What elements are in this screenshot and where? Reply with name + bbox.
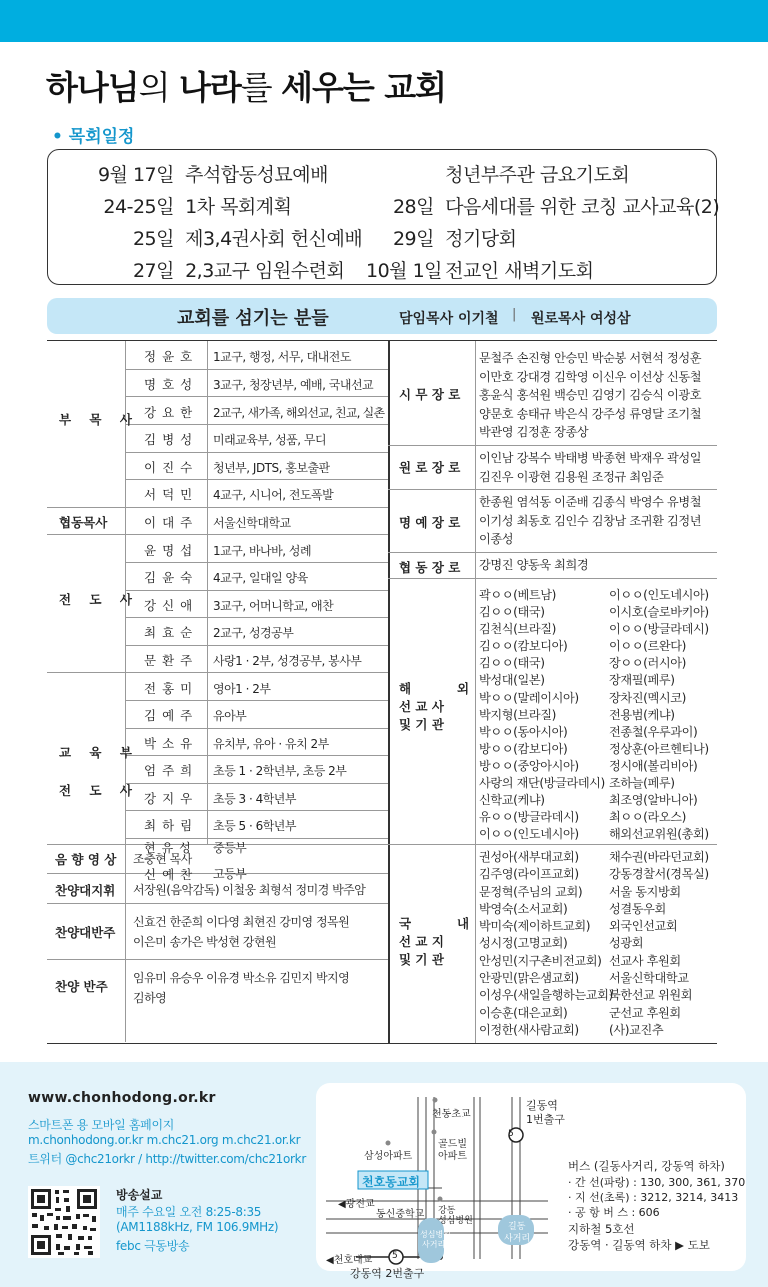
music-people: 이은미 송가은 박성현 강현원 [133, 935, 277, 949]
schedule-item: 24-25일 1차 목회계획 [103, 196, 292, 218]
map-label: 사거리 [504, 1234, 531, 1244]
website-link[interactable]: www.chonhodong.or.kr [28, 1090, 216, 1106]
music-label: 찬양대반주 [55, 925, 116, 940]
emeritus-pastor: 원로목사 여성삼 [531, 311, 631, 327]
bus-title: 버스 (길동사거리, 강동역 하차) [568, 1159, 725, 1173]
staff-name: 최하림 [144, 818, 199, 833]
overseas-list-right: 이ㅇㅇ(인도네시아) 이시호(슬로바키아) 이ㅇㅇ(방글라데시) 이ㅇㅇ(르완다) 장ㅇㅇ(러시아) 장재필(페루) 장차진(멕시코) 전용범(케냐) 전종철(우루과이) 정상훈(아르헨티나) 정시애(볼리비아) 조하늘(페루) 최조영(알바니아) 최ㅇㅇ(라오스) 해외선교위원(총회) [609, 588, 709, 842]
map-label: 1번출구 [526, 1113, 565, 1126]
bus-line: · 간 선(파랑) : 130, 300, 361, 370 [568, 1176, 746, 1189]
staff-duty: 사랑1 · 2부, 성경공부, 봉사부 [213, 654, 362, 668]
schedule-item: 29일 정기당회 [392, 228, 517, 250]
staff-duty: 3교구, 어머니학교, 애찬 [213, 599, 334, 613]
schedule-item: 28일 다음세대를 위한 코칭 교사교육(2) [392, 196, 720, 218]
schedule-item: 10월 1일 전교인 새벽기도회 [366, 260, 594, 282]
staff-name: 정윤호 [144, 349, 199, 364]
staff-name: 김윤숙 [144, 570, 199, 585]
coop-elder-list: 강명진 양동욱 최희경 [479, 558, 589, 572]
overseas-label-d: 및 기 관 [399, 717, 444, 732]
elder-list: 문철주 손진형 안승민 박순봉 서현석 정성훈 이만호 강대경 김학영 이신우 이선상 신동철 홍윤식 홍석원 백승민 김영기 김승식 이광호 양문호 송태규 박은식 강주성 류영달 조기철 박관영 김정훈 장종상 [479, 351, 702, 440]
map-label: 성심병원 [420, 1230, 451, 1239]
header-separator: | [512, 307, 517, 322]
domestic-list-left: 권성아(새부대교회) 김주영(라이프교회) 문정혁(주님의 교회) 박영숙(소서교회) 박미숙(제이하트교회) 성시정(고명교회) 안성민(지구촌비전교회) 안광민(맑은샘교회) 이성우(새일을행하는교회) 이승훈(대은교회) 이정한(새사람교회) [479, 850, 613, 1037]
twitter-link[interactable]: 트위터 @chc21orkr / http://twitter.com/chc21orkr [28, 1152, 306, 1166]
broadcast-time: 매주 수요일 오전 8:25-8:35 [116, 1205, 262, 1219]
staff-duty: 서울신학대학교 [213, 516, 291, 530]
map-label: 길동 [508, 1222, 526, 1232]
top-color-bar [0, 0, 768, 42]
staff-name: 현유성 [144, 841, 197, 855]
bus-line: · 지 선(초록) : 3212, 3214, 3413 [568, 1191, 739, 1204]
mobile-homepage-title: 스마트폰 용 모바일 홈페이지 [28, 1118, 175, 1132]
map-label: 성심병원 [438, 1216, 473, 1226]
overseas-label-b: 외 [457, 681, 470, 696]
music-people: 신효건 한준희 이다영 최현진 강미영 정목원 [133, 915, 350, 929]
music-label: 찬양 반주 [55, 979, 108, 994]
staff-name: 이대주 [144, 515, 199, 530]
section-heading-schedule: • 목회일정 [52, 127, 135, 147]
staff-name: 최효순 [144, 625, 199, 640]
staff-name: 윤명섭 [144, 543, 199, 558]
schedule-box [47, 149, 720, 285]
qr-code-icon [28, 1186, 100, 1258]
domestic-label-d: 및 기 관 [399, 952, 444, 967]
staff-duty: 유치부, 유아 · 유치 2부 [213, 737, 329, 751]
staff-name: 이진수 [144, 460, 199, 475]
staff-duty: 유아부 [213, 709, 247, 723]
honorary-elder-list: 한종원 염석동 이준배 김종식 박영수 유병철 이기성 최동호 김인수 김창남 조귀환 김정년 이종성 [479, 495, 702, 547]
overseas-list-left: 곽ㅇㅇ(베트남) 김ㅇㅇ(태국) 김천식(브라질) 김ㅇㅇ(캄보디아) 김ㅇㅇ(태국) 박성대(일본) 박ㅇㅇ(말레이시아) 박지형(브라질) 박ㅇㅇ(동아시아) 방ㅇㅇ(캄보디아) 방ㅇㅇ(중앙아시아) 사랑의 재단(방글라데시) 신학교(케냐) 유ㅇㅇ(방글라데시) 이ㅇㅇ(인도네시아) [479, 588, 605, 842]
staff-table [47, 340, 717, 1044]
elder-label: 시 무 장 로 [399, 387, 461, 402]
music-people: 서장원(음악감독) 이철웅 최형석 정미경 박주암 [133, 883, 366, 897]
map-label: 강동 [438, 1206, 456, 1216]
schedule-item: 9월 17일 추석합동성묘예배 [97, 164, 328, 186]
staff-table-header [47, 298, 717, 334]
staff-name: 강신애 [144, 598, 199, 613]
domestic-label-a: 국 [399, 916, 412, 931]
staff-duty: 2교구, 성경공부 [213, 626, 294, 640]
elder-label: 원 로 장 로 [399, 460, 461, 475]
staff-duty: 영아1 · 2부 [213, 682, 271, 696]
staff-name: 신예찬 [144, 867, 199, 882]
elder-label: 명 예 장 로 [399, 515, 461, 530]
group-label: 전 도 사 [59, 592, 139, 607]
staff-duty: 초등 5 · 6학년부 [213, 819, 296, 833]
subway-exit-number: 5 [392, 1251, 398, 1261]
elder-label: 협 동 장 로 [399, 560, 461, 575]
staff-duty: 1교구, 바나바, 성례 [213, 544, 312, 558]
map-label: 강동역 2번출구 [350, 1267, 425, 1280]
map-label: 동신중학교 [376, 1209, 425, 1220]
staff-name: 김예주 [144, 708, 199, 723]
staff-name: 문환주 [144, 653, 199, 668]
map-label: ◀광진교 [338, 1199, 375, 1210]
subway-exit-number: 5 [508, 1129, 514, 1139]
staff-duty: 1교구, 행정, 서무, 대내전도 [213, 350, 351, 364]
map-label: 사거리 [422, 1240, 446, 1249]
staff-duty: 미래교육부, 성품, 무디 [213, 433, 327, 447]
senior-pastor: 담임목사 이기철 [399, 311, 499, 327]
domestic-list-right: 채수권(바라던교회) 강동경찰서(경목실) 서울 동지방회 성결동우회 외국인선교회 성광회 선교사 후원회 서울신학대학교 북한선교 위원회 군선교 후원회 (사)교진추 [609, 850, 709, 1037]
staff-name: 김병성 [144, 432, 199, 447]
staff-duty: 초등 3 · 4학년부 [213, 792, 296, 806]
music-label: 음 향 영 상 [55, 852, 117, 867]
staff-name: 명호성 [144, 377, 199, 392]
staff-duty: 3교구, 청장년부, 예배, 국내선교 [213, 378, 374, 392]
map-label: 삼성아파트 [364, 1151, 413, 1162]
schedule-item: 청년부주관 금요기도회 [445, 164, 630, 186]
music-people: 임유미 유승우 이유경 박소유 김민지 박지영 [133, 971, 350, 985]
music-people: 조충현 목사 [133, 852, 192, 866]
map-label: ◀천호대교 [326, 1255, 373, 1266]
map-label: 골드빌 [438, 1139, 467, 1150]
subway-directions: 강동역 · 길동역 하차 ▶ 도보 [568, 1238, 710, 1252]
overseas-label-a: 해 [399, 681, 412, 696]
church-marker: 천호동교회 [362, 1175, 420, 1189]
staff-name: 박소유 [144, 736, 199, 751]
music-label: 찬양대지휘 [55, 883, 116, 898]
staff-table-title: 교회를 섬기는 분들 [177, 308, 329, 329]
mobile-links[interactable]: m.chonhodong.or.kr m.chc21.org m.chc21.or.kr [28, 1133, 301, 1147]
schedule-item: 27일 2,3교구 임원수련회 [132, 260, 345, 282]
map-label: 아파트 [438, 1151, 467, 1162]
group-label: 협동목사 [59, 515, 108, 530]
emeritus-elder-list: 이인남 강복수 박태병 박종현 박재우 곽성일 김진우 이광현 김용원 조정규 최임준 [479, 451, 702, 484]
staff-name: 서덕민 [144, 487, 199, 502]
group-label: 교 육 부 [59, 745, 139, 760]
staff-duty: 2교구, 새가족, 해외선교, 친교, 실촌 [213, 406, 385, 420]
music-people: 김하영 [133, 991, 167, 1005]
overseas-label-c: 선 교 사 [399, 699, 444, 714]
staff-name: 전홍미 [144, 681, 199, 696]
staff-name: 강요한 [144, 405, 199, 420]
broadcast-frequency: (AM1188kHz, FM 106.9MHz) [116, 1220, 279, 1234]
staff-duty: 청년부, JDTS, 홍보출판 [213, 461, 330, 475]
staff-name: 엄주희 [144, 763, 199, 778]
broadcast-title: 방송설교 [116, 1188, 163, 1202]
broadcast-station: febc 극동방송 [116, 1239, 190, 1253]
group-label: 전 도 사 [59, 783, 139, 798]
map-label: 천동초교 [432, 1109, 471, 1120]
map-label: 길동역 [526, 1099, 558, 1112]
bus-line: · 공 항 버 스 : 606 [568, 1206, 660, 1219]
staff-duty: 고등부 [213, 867, 247, 881]
domestic-label-c: 선 교 지 [399, 934, 444, 949]
page-title: 하나님의 나라를 세우는 교회 [46, 68, 447, 107]
staff-name: 강지우 [144, 791, 199, 806]
subway-line: 지하철 5호선 [568, 1222, 635, 1236]
staff-duty: 4교구, 시니어, 전도폭발 [213, 488, 334, 502]
staff-duty: 중등부 [213, 841, 247, 855]
staff-duty: 4교구, 일대일 양육 [213, 571, 308, 585]
schedule-item: 25일 제3,4권사회 헌신예배 [132, 228, 363, 250]
staff-duty: 초등 1 · 2학년부, 초등 2부 [213, 764, 347, 778]
domestic-label-b: 내 [457, 916, 470, 931]
group-label: 부 목 사 [59, 412, 139, 427]
